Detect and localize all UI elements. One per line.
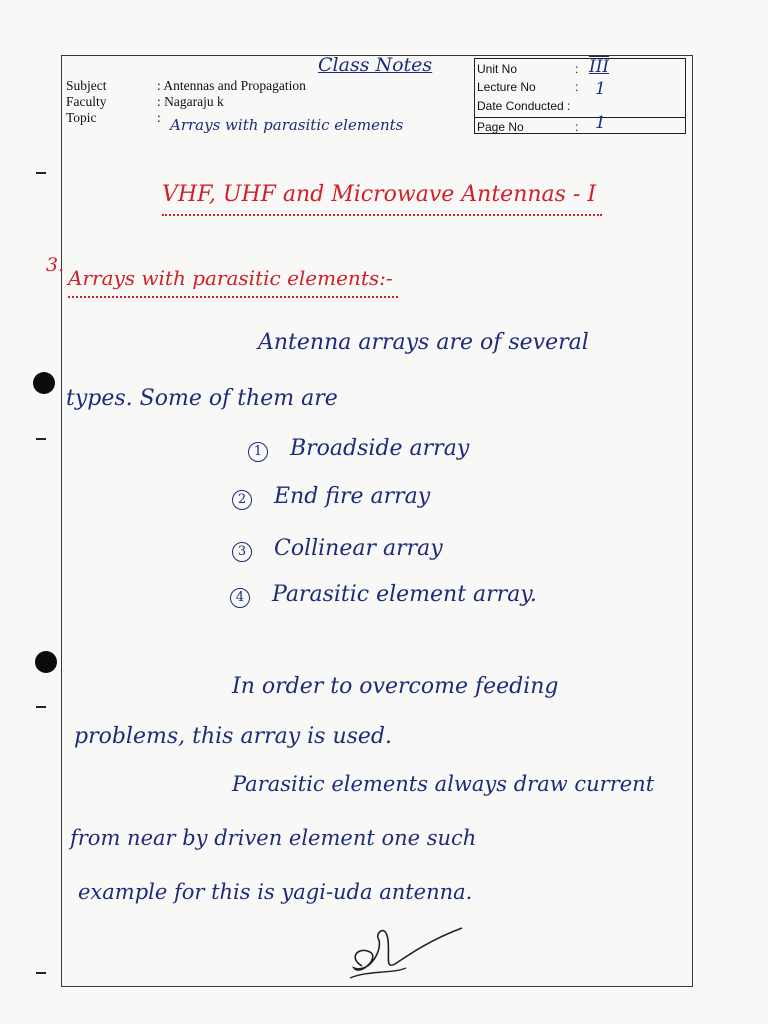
list-number: 1 [248,442,268,462]
lecture-value: 1 [595,79,606,99]
chapter-title-underline [162,214,602,216]
page-label: Page No [477,120,524,134]
unit-value: III [589,57,610,77]
para2-line2: problems, this array is used. [74,724,393,749]
info-box [474,58,686,134]
section-number: 3. [46,254,65,276]
faculty-label: Faculty [66,94,107,109]
para1-line2: types. Some of them are [66,386,338,411]
page-value: 1 [595,113,606,133]
topic-label: Topic [66,110,97,125]
class-notes-title: Class Notes [318,54,433,76]
list-number: 3 [232,542,252,562]
list-text: Collinear array [274,536,443,561]
list-item [232,536,443,562]
para2-line1: In order to overcome feeding [232,674,559,699]
date-label: Date Conducted : [477,99,571,113]
faculty-value: : Nagaraju k [157,94,224,109]
lecture-label: Lecture No [477,80,536,94]
topic-colon: : [157,110,161,125]
unit-label: Unit No [477,62,518,76]
section-title: Arrays with parasitic elements:- [68,266,393,290]
margin-tick [36,438,46,440]
lecture-colon: : [575,80,579,94]
punch-hole-bottom [35,651,57,673]
chapter-title: VHF, UHF and Microwave Antennas - I [162,182,597,207]
punch-hole-top [33,372,55,394]
para3-line1: Parasitic elements always draw current [232,772,655,796]
signature [340,918,480,988]
section-title-underline [68,296,398,298]
list-text: Broadside array [290,436,470,461]
para1-line1: Antenna arrays are of several [258,330,589,355]
list-text: Parasitic element array. [272,582,537,607]
info-box-divider [475,117,685,118]
page-colon: : [575,120,579,134]
list-number: 4 [230,588,250,608]
list-text: End fire array [274,484,431,509]
para3-line3: example for this is yagi-uda antenna. [78,880,473,904]
para3-line2: from near by driven element one such [70,826,477,850]
margin-tick [36,972,46,974]
margin-tick [36,172,46,174]
list-item [248,436,469,462]
list-item [232,484,430,510]
topic-value: Arrays with parasitic elements [170,116,404,134]
list-number: 2 [232,490,252,510]
unit-colon: : [575,62,579,76]
subject-label: Subject [66,78,107,93]
margin-tick [36,706,46,708]
list-item [230,582,537,608]
subject-value: : Antennas and Propagation [157,78,306,93]
